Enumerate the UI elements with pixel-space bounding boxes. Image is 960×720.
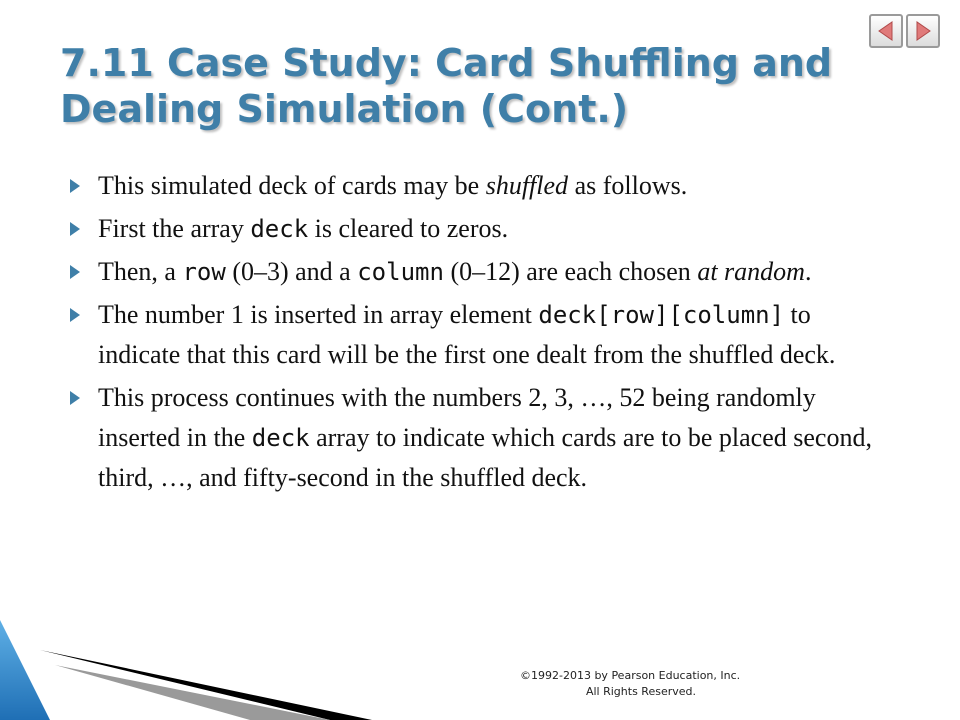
gray-stripe — [55, 665, 330, 720]
bullet-item: First the array deck is cleared to zeros. — [68, 209, 898, 249]
bullet-item: Then, a row (0–3) and a column (0–12) are each chosen at random. — [68, 252, 898, 292]
triangle-right-icon — [908, 16, 938, 46]
bullet-item: This simulated deck of cards may be shuffled as follows. — [68, 166, 898, 206]
previous-slide-button[interactable] — [869, 14, 903, 48]
black-stripe — [40, 650, 372, 720]
bullet-item: The number 1 is inserted in array element deck[row][column] to indicate that this card will be the first one dealt from the shuffled deck. — [68, 295, 898, 375]
bullet-list — [68, 166, 898, 501]
code-text: deck — [250, 215, 309, 243]
code-text: deck[row][column] — [538, 301, 785, 329]
next-slide-button[interactable] — [906, 14, 940, 48]
copyright-notice — [520, 668, 741, 700]
corner-decoration — [0, 580, 380, 720]
code-text: row — [182, 258, 226, 286]
bullet-item: This process continues with the numbers 2, 3, …, 52 being randomly inserted in the deck array to indicate which cards are to be placed second, third, …, and fifty-second in the shuffled deck. — [68, 378, 898, 498]
code-text: deck — [251, 424, 310, 452]
code-text: column — [357, 258, 444, 286]
copyright-line: ©1992-2013 by Pearson Education, Inc. — [520, 669, 741, 682]
slide-title: 7.11 Case Study: Card Shuffling and Dealing Simulation (Cont.) — [60, 41, 833, 131]
triangle-left-icon — [871, 16, 901, 46]
blue-wedge — [0, 620, 50, 720]
rights-line: All Rights Reserved. — [585, 685, 696, 698]
